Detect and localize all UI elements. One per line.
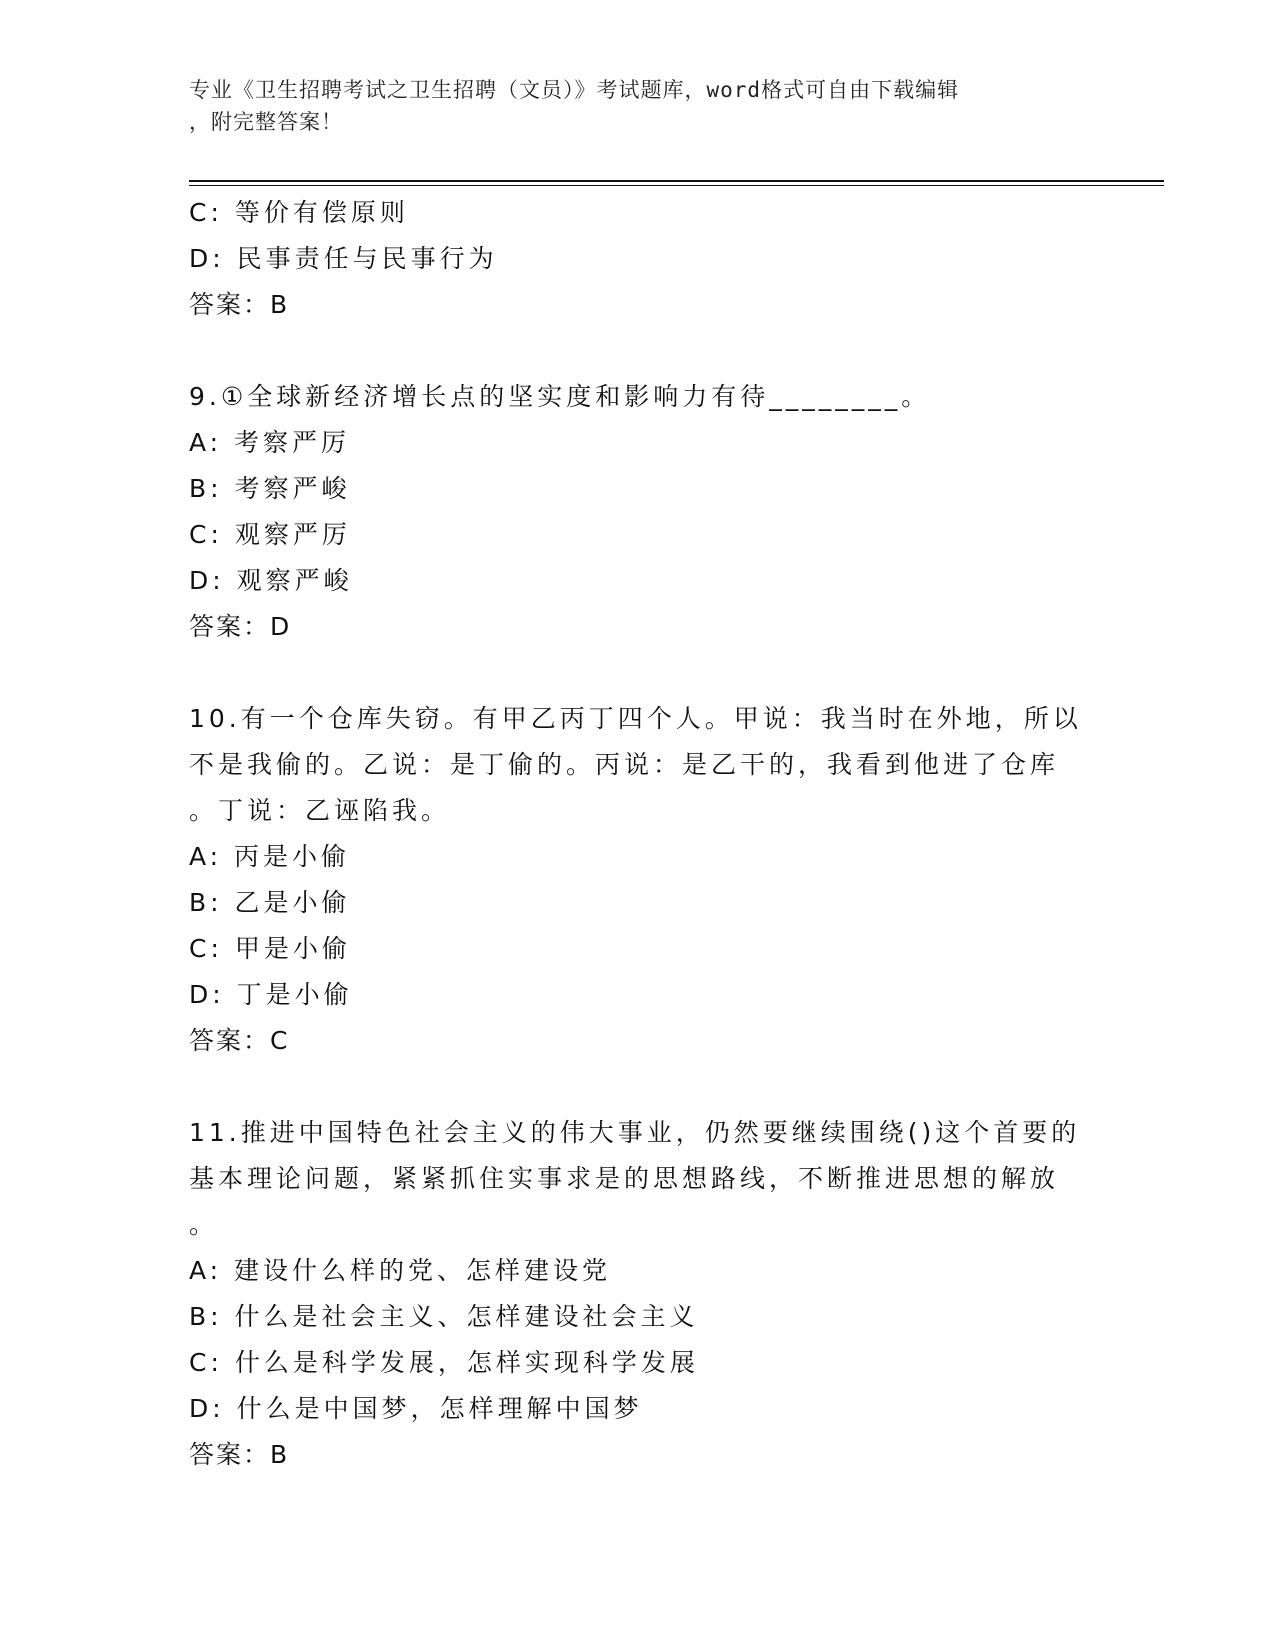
option-d: D: 观察严峻 [189, 566, 353, 595]
question-11 [189, 1110, 1089, 1478]
option-d: D: 丁是小偷 [189, 980, 353, 1009]
question-text-line-3: 。 [189, 1210, 219, 1239]
question-9 [189, 374, 1089, 650]
header-divider-thick [189, 180, 1164, 182]
option-c: C: 甲是小偷 [189, 934, 351, 963]
question-text-line-2: 不是我偷的。乙说：是丁偷的。丙说：是乙干的，我看到他进了仓库 [189, 750, 1060, 779]
header-line-2: ，附完整答案！ [189, 110, 343, 134]
option-b: B: 乙是小偷 [189, 888, 351, 917]
question-list [189, 190, 1089, 1478]
answer-label: 答案：B [189, 1440, 290, 1469]
header-line-1: 专业《卫生招聘考试之卫生招聘（文员）》考试题库，word格式可自由下载编辑 [189, 78, 960, 102]
option-c: C: 什么是科学发展，怎样实现科学发展 [189, 1348, 699, 1377]
header-divider-thin [189, 185, 1164, 186]
option-a: A: 丙是小偷 [189, 842, 351, 871]
question-10 [189, 696, 1089, 1064]
option-b: B: 考察严峻 [189, 474, 351, 503]
option-c: C: 观察严厉 [189, 520, 351, 549]
answer-label: 答案：D [189, 612, 292, 641]
question-text-line-1: 10.有一个仓库失窃。有甲乙丙丁四个人。甲说：我当时在外地，所以 [189, 704, 1082, 733]
option-d: D: 民事责任与民事行为 [189, 244, 498, 273]
document-header [189, 74, 1079, 138]
option-b: B: 什么是社会主义、怎样建设社会主义 [189, 1302, 699, 1331]
question-text-line-1: 11.推进中国特色社会主义的伟大事业，仍然要继续围绕()这个首要的 [189, 1118, 1081, 1147]
question-8-tail [189, 190, 1089, 328]
option-a: A: 考察严厉 [189, 428, 351, 457]
option-d: D: 什么是中国梦，怎样理解中国梦 [189, 1394, 643, 1423]
answer-label: 答案：C [189, 1026, 290, 1055]
option-a: A: 建设什么样的党、怎样建设党 [189, 1256, 612, 1285]
question-text: 9.①全球新经济增长点的坚实度和影响力有待________。 [189, 382, 931, 411]
question-text-line-3: 。丁说：乙诬陷我。 [189, 796, 451, 825]
question-text-line-2: 基本理论问题，紧紧抓住实事求是的思想路线，不断推进思想的解放 [189, 1164, 1060, 1193]
option-c: C: 等价有偿原则 [189, 198, 409, 227]
answer-label: 答案：B [189, 290, 290, 319]
